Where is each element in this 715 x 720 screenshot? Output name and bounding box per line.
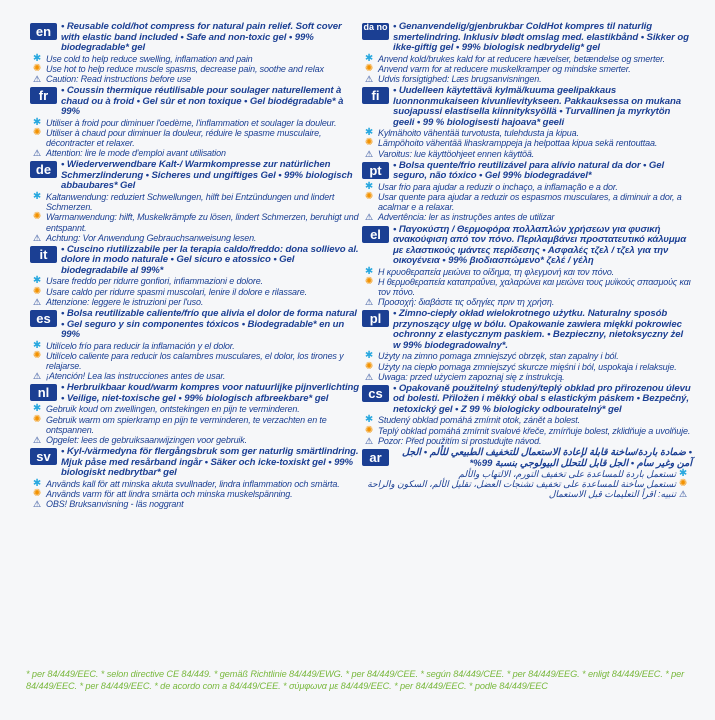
caution-text: Achtung: Vor Anwendung Gebrauchsanweisung lesen.	[46, 232, 257, 243]
section-el	[362, 225, 692, 308]
snowflake-icon: ✱	[364, 265, 374, 277]
warm-text: Use hot to help reduce muscle spasms, decrease pain, soothe and relax	[46, 63, 324, 74]
sun-icon: ✺	[32, 126, 42, 138]
warm-text: Utiliser à chaud pour diminuer la douleur, réduire le spasme musculaire, décontracter et relaxer.	[46, 127, 322, 149]
section-it	[30, 245, 360, 307]
product-text: • Bolsa reutilizable caliente/frío que alivia el dolor de forma natural • Gel seguro y sin componentes tóxicos • Biodegradable* en un 99%	[61, 308, 357, 341]
warm-text: Utilícelo caliente para reducir los calambres musculares, el dolor, los tirones y relajarse.	[46, 350, 344, 371]
product-text: • Bolsa quente/frio reutilizável para alívio natural da dor • Gel seguro, não tóxico • Gel 99% biodegradável*	[393, 159, 665, 182]
cold-text: تستعمل باردة للمساعدة على تخفيف التورم، الالتهاب والألم	[458, 469, 676, 480]
snowflake-icon: ✱	[364, 180, 374, 192]
product-text: • Herbruikbaar koud/warm kompres voor natuurlijke pijnverlichting • Veilige, niet-toxische gel • 99% biologisch afbreekbare* gel	[61, 382, 360, 404]
warning-triangle-icon: ⚠	[365, 212, 373, 223]
product-text: • Wiederverwendbare Kalt-/ Warmkompresse zur natürlichen Schmerzlinderung • Sicheres und ungiftiges Gel • 99% biologisch abbaubares* Gel	[61, 159, 353, 192]
warning-triangle-icon: ⚠	[679, 489, 687, 500]
lang-badge-ar: ar	[362, 449, 389, 466]
sun-icon: ✺	[32, 413, 42, 425]
cold-text: Kaltanwendung: reduziert Schwellungen, hilft bei Entzündungen und lindert Schmerzen.	[46, 191, 335, 213]
warm-text: Warmanwendung: hilft, Muskelkrämpfe zu lösen, lindert Schmerzen, beruhigt und entspannt.	[46, 212, 359, 233]
snowflake-icon: ✱	[32, 275, 42, 287]
snowflake-icon: ✱	[32, 477, 42, 489]
section-ar	[362, 448, 692, 500]
snowflake-icon: ✱	[364, 350, 374, 362]
section-es	[30, 309, 360, 381]
warm-text: تستعمل ساخنة للمساعدة على تخفيف تشنجات العضل، تقليل الألم، السكون والراحة	[367, 479, 676, 490]
warning-triangle-icon: ⚠	[33, 148, 41, 159]
cold-text: Används kall för att minska akuta svullnader, lindra inflammation och smärta.	[46, 478, 340, 489]
cold-text: Anvend kold/brukes kald for at reducere hævelser, betændelse og smerter.	[378, 53, 666, 64]
snowflake-icon: ✱	[364, 52, 374, 64]
snowflake-icon: ✱	[32, 190, 42, 202]
lang-badge-cs: cs	[362, 385, 389, 402]
warning-triangle-icon: ⚠	[33, 232, 41, 243]
sun-icon: ✺	[32, 487, 42, 499]
footnote-directives: * per 84/449/EEC. * selon directive CE 84/449. * gemäß Richtlinie 84/449/EWG. * per 84/449/CEE. * según 84/449/CEE. * per 84/449/EEG. * enligt 84/449/EEC. * per 84/449/EEC. * per 84/449/EEC. * de acordo com a 84/449/CEE. * σύμφωνα με 84/449/EEC. * per 84/449/EEC. * podle 84/449/EEC	[26, 669, 685, 691]
product-text: • Παγοκύστη / Θερμοφόρα πολλαπλών χρήσεων για φυσική ανακούφιση από τον πόνο. Περιλαμβάνει προστατευτικό κάλυμμα με ελαστικούς ιμάντες περίδεσης • Ασφαλές τζελ / τζελ για την οικογένεια • 99% βιοδιασπώμενο* ζελέ / γέλη	[393, 223, 687, 267]
caution-text: Pozor: Před použitím si prostudujte návod.	[378, 435, 542, 446]
product-text: • Genanvendelig/gjenbrukbar ColdHot kompres til naturlig smertelindring. Inklusiv blødt omslag med. elastikbånd • Sikker og ikke-giftig gel • 99% biologisk nedbrydelig* gel	[393, 21, 689, 53]
product-text: • Uudelleen käytettävä kylmä/kuuma geelipakkaus luonnonmukaiseen kivunlievitykseen. Pakkauksessa on mukana suojapussi elastisella kiinnityksyöllä • Turvallinen ja myrkytön geeli • 99 % biologisesti hajoava* geeli	[393, 85, 681, 128]
warm-text: Η θερμοθεραπεία καταπραΰνει, χαλαρώνει και μειώνει τους μυϊκούς σπασμούς και τον πόνο.	[378, 276, 691, 297]
caution-text: Attenzione: leggere le istruzioni per l'uso.	[46, 296, 204, 307]
section-en	[30, 22, 360, 84]
product-text: • ضمادة باردة/ساخنة قابلة لإعادة الاستعمال للتخفيف الطبيعي للألم • الجل آمن وغير سام • الجل قابل للتحلل البيولوجي بنسبة 99%*	[402, 447, 692, 469]
lang-badge-fi: fi	[362, 87, 389, 104]
lang-badge-da-no: da no	[362, 23, 389, 40]
lang-badge-el: el	[362, 226, 389, 243]
warm-text: Usare caldo per ridurre spasmi muscolari, lenire il dolore e rilassare.	[46, 286, 307, 297]
sun-icon: ✺	[364, 424, 374, 436]
sun-icon: ✺	[32, 211, 42, 223]
cold-text: Gebruik koud om zwellingen, ontstekingen en pijn te verminderen.	[46, 404, 300, 415]
sun-icon: ✺	[678, 478, 688, 490]
lang-badge-nl: nl	[30, 384, 57, 401]
caution-text: OBS! Bruksanvisning - läs noggrant	[46, 499, 184, 510]
caution-text: Opgelet: lees de gebruiksaanwijzingen voor gebruik.	[46, 434, 247, 445]
section-nl	[30, 383, 360, 445]
sun-icon: ✺	[32, 62, 42, 74]
caution-text: ¡Atención! Lea las instrucciones antes de usar.	[46, 371, 226, 382]
section-da-no	[362, 22, 692, 84]
section-fr	[30, 86, 360, 158]
product-text: • Reusable cold/hot compress for natural pain relief. Soft cover with elastic band included • Safe and non-toxic gel • 99% biodegradable* gel	[61, 21, 342, 53]
warning-triangle-icon: ⚠	[365, 371, 373, 382]
product-text: • Coussin thermique réutilisable pour soulager naturellement à chaud ou à froid • Gel sûr et non toxique • Gel biodégradable* à 99%	[61, 85, 344, 118]
caution-text: Advertência: ler as instruções antes de utilizar	[378, 212, 555, 223]
left-column	[30, 22, 360, 511]
product-text: • Opakovaně použitelný studený/teplý obklad pro přirozenou úlevu od bolesti. Přiložen i měkký obal s elastickým páskem • Bezpečný, netoxický gel • Z 99 % biologicky odbouratelný* gel	[393, 382, 691, 415]
cold-text: Usar frio para ajudar a reduzir o inchaço, a inflamação e a dor.	[378, 181, 618, 192]
section-cs	[362, 384, 692, 446]
caution-text: Προσοχή: διαβάστε τις οδηγίες πριν τη χρήση.	[378, 297, 555, 308]
section-pl	[362, 309, 692, 382]
section-fi	[362, 86, 692, 159]
warning-triangle-icon: ⚠	[365, 297, 373, 308]
warning-triangle-icon: ⚠	[33, 371, 41, 382]
warning-triangle-icon: ⚠	[33, 434, 41, 445]
warning-triangle-icon: ⚠	[365, 73, 373, 84]
section-sv	[30, 447, 360, 509]
warning-triangle-icon: ⚠	[365, 435, 373, 446]
lang-badge-es: es	[30, 310, 57, 327]
sun-icon: ✺	[364, 360, 374, 372]
lang-badge-pt: pt	[362, 162, 389, 179]
warm-text: Teplý obklad pomáhá zmírnit svalové křeče, zmírňuje bolest, zklidňuje a uvolňuje.	[378, 425, 691, 436]
snowflake-icon: ✱	[678, 468, 688, 480]
sun-icon: ✺	[364, 137, 374, 149]
caution-text: Attention: lire le mode d'emploi avant utilisation	[46, 148, 226, 159]
product-text: • Cuscino riutilizzabile per la terapia caldo/freddo: dona sollievo al. dolore in modo naturale • Gel sicuro e atossico • Gel biodegradabile al 99%*	[61, 243, 359, 276]
warm-text: Gebruik warm om spierkramp en pijn te verminderen, te verzachten en te ontspannen.	[46, 414, 327, 435]
snowflake-icon: ✱	[32, 52, 42, 64]
sun-icon: ✺	[32, 285, 42, 297]
caution-text: Varoitus: lue käyttöohjeet ennen käyttöä.	[378, 148, 535, 159]
product-text: • Kyl-/värmedyna för flergångsbruk som ger naturlig smärtlindring. Mjuk påse med resårband ingår • Säker och icke-toxiskt gel • 99% biologiskt nedbrytbar* gel	[61, 446, 359, 479]
caution-text: Caution: Read instructions before use	[46, 73, 192, 84]
caution-text: تنبيه: اقرأ التعليمات قبل الاستعمال	[548, 489, 676, 500]
sun-icon: ✺	[364, 62, 374, 74]
warning-triangle-icon: ⚠	[33, 499, 41, 510]
snowflake-icon: ✱	[32, 116, 42, 128]
cold-text: Kylmähoito vähentää turvotusta, tulehdusta ja kipua.	[378, 128, 579, 139]
warm-text: Används varm för att lindra smärta och minska muskelspänning.	[46, 488, 293, 499]
cold-text: Użyty na zimno pomaga zmniejszyć obrzęk, stan zapalny i ból.	[378, 351, 619, 362]
product-text: • Zimno-ciepły okład wielokrotnego użytku. Naturalny sposób przynoszący ulgę w bólu. Opakowanie zawiera miękki pokrowiec ochronny z elastycznym paskiem. • Bezpieczny, nietoksyczny żel w 99% biodegradowalny*.	[393, 308, 684, 351]
warm-text: Lämpöhoito vähentää lihaskramppeja ja helpottaa kipua sekä rentouttaa.	[378, 138, 658, 149]
snowflake-icon: ✱	[32, 403, 42, 415]
warm-text: Użyty na ciepło pomaga zmniejszyć skurcze mięśni i ból, uspokaja i relaksuje.	[378, 361, 677, 372]
cold-text: Studený obklad pomáhá zmírnit otok, zánět a bolest.	[378, 415, 580, 426]
cold-text: Utiliser à froid pour diminuer l'oedème, l'inflammation et soulager la douleur.	[46, 117, 337, 128]
lang-badge-it: it	[30, 246, 57, 263]
sun-icon: ✺	[364, 190, 374, 202]
right-column	[362, 22, 692, 502]
warm-text: Anvend varm for at reducere muskelkramper og mindske smerter.	[378, 63, 631, 74]
warning-triangle-icon: ⚠	[33, 73, 41, 84]
lang-badge-fr: fr	[30, 87, 57, 104]
section-de	[30, 160, 360, 243]
caution-text: Udvis forsigtighed: Læs brugsanvisningen.	[378, 73, 542, 84]
lang-badge-sv: sv	[30, 448, 57, 465]
snowflake-icon: ✱	[32, 339, 42, 351]
cold-text: Η κρυοθεραπεία μειώνει το οίδημα, τη φλεγμονή και τον πόνο.	[378, 266, 615, 277]
warning-triangle-icon: ⚠	[33, 296, 41, 307]
lang-badge-en: en	[30, 23, 57, 40]
sun-icon: ✺	[364, 275, 374, 287]
cold-text: Utilícelo frío para reducir la inflamación y el dolor.	[46, 340, 235, 351]
section-pt	[362, 161, 692, 223]
lang-badge-pl: pl	[362, 310, 389, 327]
cold-text: Usare freddo per ridurre gonfiori, infiammazioni e dolore.	[46, 276, 263, 287]
cold-text: Use cold to help reduce swelling, inflamation and pain	[46, 53, 253, 64]
caution-text: Uwaga: przed użyciem zapoznaj się z instrukcją.	[378, 371, 565, 382]
warm-text: Usar quente para ajudar a reduzir os espasmos musculares, a diminuir a dor, a acalmar e a relaxar.	[378, 191, 682, 213]
snowflake-icon: ✱	[364, 414, 374, 426]
warning-triangle-icon: ⚠	[365, 148, 373, 159]
snowflake-icon: ✱	[364, 127, 374, 139]
sun-icon: ✺	[32, 349, 42, 361]
lang-badge-de: de	[30, 161, 57, 178]
